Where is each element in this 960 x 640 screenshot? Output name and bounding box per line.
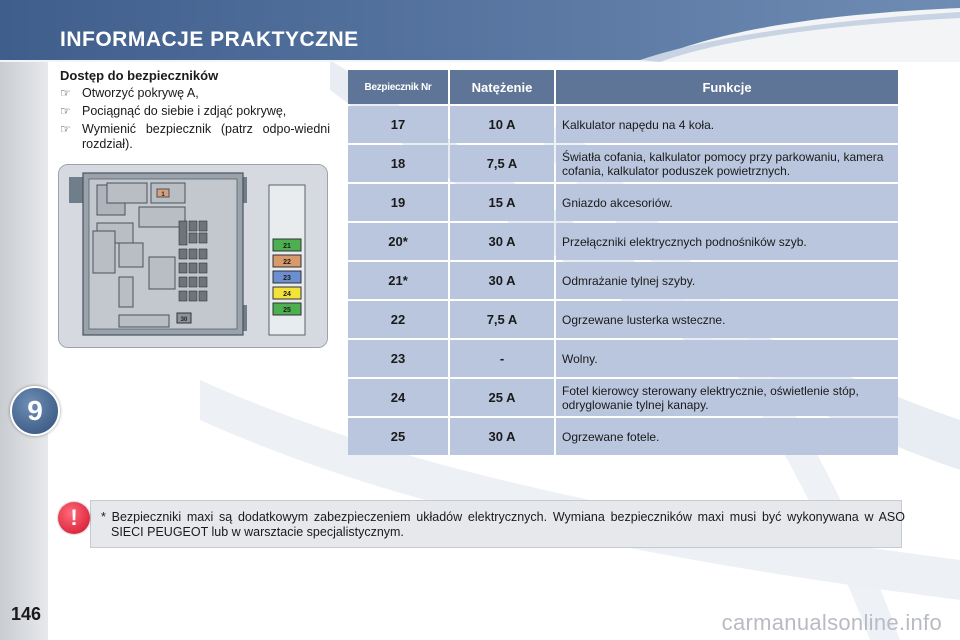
fuse-box-illustration	[58, 164, 328, 348]
fuse-label-30: 30	[180, 317, 188, 323]
pointing-hand-icon: ☞	[60, 86, 71, 100]
cell-amperage: 7,5 A	[450, 301, 554, 338]
cell-fuse-number: 20*	[348, 223, 448, 260]
table-row	[348, 340, 898, 377]
cell-function: Kalkulator napędu na 4 koła.	[556, 106, 898, 143]
cell-amperage: 7,5 A	[450, 145, 554, 182]
header-amperage: Natężenie	[450, 70, 554, 104]
page-title: INFORMACJE PRAKTYCZNE	[60, 28, 359, 51]
cell-fuse-number: 18	[348, 145, 448, 182]
cell-amperage: 30 A	[450, 262, 554, 299]
cell-function: Gniazdo akcesoriów.	[556, 184, 898, 221]
watermark: carmanualsonline.info	[721, 610, 942, 635]
note-text: * Bezpieczniki maxi są dodatkowym zabezpieczeniem układów elektrycznych. Wymiana bezpieczników maxi musi być wykonywana w ASO SIECI PEUGEOT lub w warsztacie specjalistycznym.	[101, 510, 905, 539]
cell-fuse-number: 25	[348, 418, 448, 455]
header-fuse-number: Bezpiecznik Nr	[348, 70, 448, 104]
cell-function: Ogrzewane lusterka wsteczne.	[556, 301, 898, 338]
note-box	[90, 500, 905, 548]
fuse-label-22: 22	[283, 259, 291, 266]
step-text: Otworzyć pokrywę A,	[82, 86, 199, 100]
pointing-hand-icon: ☞	[60, 122, 71, 136]
cell-fuse-number: 24	[348, 379, 448, 416]
fuse-label-23: 23	[283, 275, 291, 282]
cell-fuse-number: 17	[348, 106, 448, 143]
table-row	[348, 223, 898, 260]
table-row	[348, 145, 898, 182]
cell-function: Przełączniki elektrycznych podnośników szyb.	[556, 223, 898, 260]
instructions-heading: Dostęp do bezpieczników	[60, 68, 219, 83]
cell-amperage: 25 A	[450, 379, 554, 416]
page-number: 146	[11, 604, 42, 624]
fuse-label-25: 25	[283, 307, 291, 314]
list-item	[60, 122, 330, 152]
warning-exclamation-icon: !	[58, 502, 90, 534]
table-row	[348, 184, 898, 221]
fuse-box-drawing	[59, 165, 327, 347]
cell-amperage: 15 A	[450, 184, 554, 221]
step-text: Pociągnąć do siebie i zdjąć pokrywę,	[82, 104, 287, 118]
cell-function: Fotel kierowcy sterowany elektrycznie, oświetlenie stóp, odryglowanie tylnej kanapy.	[556, 379, 898, 416]
table-row	[348, 418, 898, 455]
cell-fuse-number: 23	[348, 340, 448, 377]
table-row	[348, 262, 898, 299]
cell-amperage: 30 A	[450, 223, 554, 260]
fuse-label-21: 21	[283, 243, 291, 250]
left-margin-strip	[0, 62, 48, 640]
step-text: Wymienić bezpiecznik (patrz odpo-wiedni rozdział).	[82, 122, 330, 151]
instructions-section	[60, 68, 330, 155]
cell-fuse-number: 22	[348, 301, 448, 338]
table-header-row	[348, 70, 898, 104]
cell-fuse-number: 19	[348, 184, 448, 221]
cell-function: Światła cofania, kalkulator pomocy przy parkowaniu, kamera cofania, kalkulator poduszek powietrznych.	[556, 145, 898, 182]
cell-fuse-number: 21*	[348, 262, 448, 299]
cell-function: Wolny.	[556, 340, 898, 377]
table-row	[348, 106, 898, 143]
cell-amperage: -	[450, 340, 554, 377]
cell-function: Odmrażanie tylnej szyby.	[556, 262, 898, 299]
steps-list	[60, 86, 330, 152]
cell-function: Ogrzewane fotele.	[556, 418, 898, 455]
cell-amperage: 30 A	[450, 418, 554, 455]
pointing-hand-icon: ☞	[60, 104, 71, 118]
list-item	[60, 104, 330, 119]
chapter-badge: 9	[10, 386, 60, 436]
header-functions: Funkcje	[556, 70, 898, 104]
cell-amperage: 10 A	[450, 106, 554, 143]
list-item	[60, 86, 330, 101]
fuse-label-24: 24	[283, 291, 291, 298]
table-row	[348, 301, 898, 338]
fuse-label-1: 1	[161, 192, 165, 198]
table-row	[348, 379, 898, 416]
fuse-table	[346, 68, 900, 457]
